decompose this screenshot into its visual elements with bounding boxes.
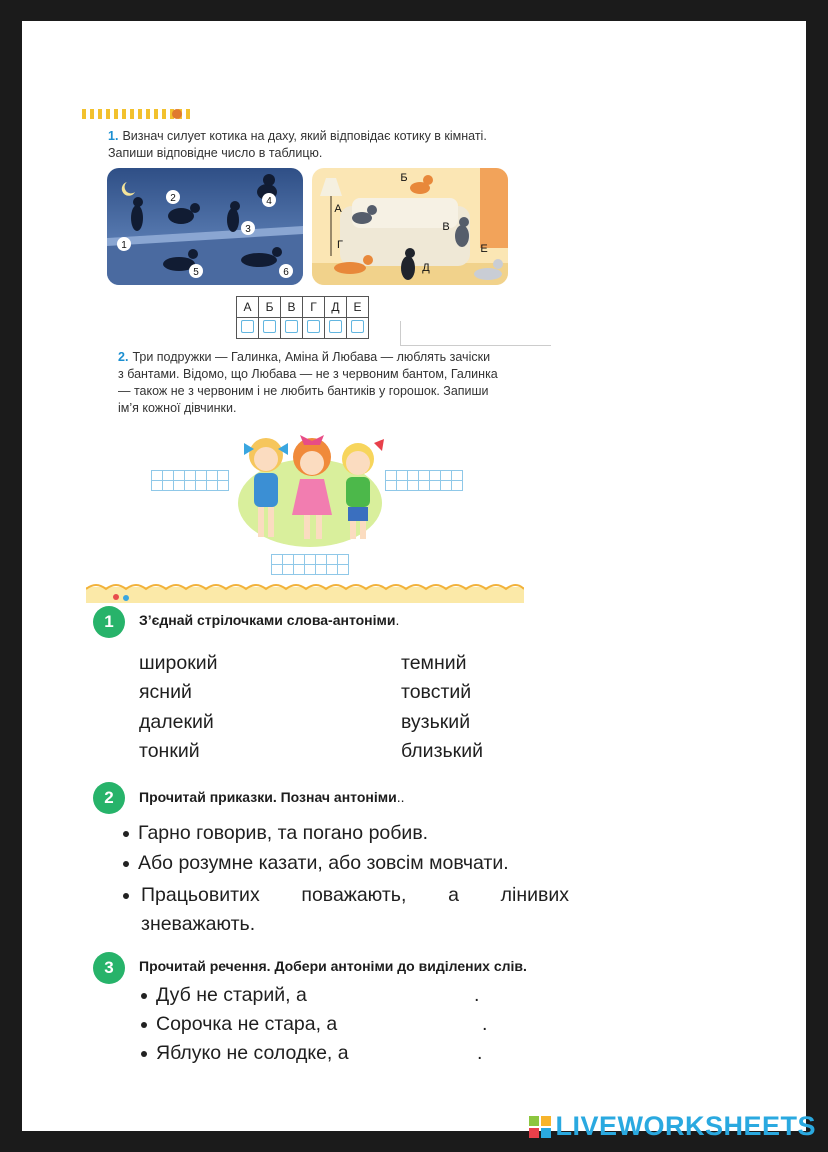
right-word-4[interactable]: близький xyxy=(401,740,483,762)
saying-3 xyxy=(123,881,573,939)
room-cats-illustration xyxy=(312,168,508,285)
book-task-1-text: Визнач силует котика на даху, який відповідає котику в кімнаті. Запиши відповідне число в таблицю. xyxy=(108,129,487,160)
room-letter-d: Д xyxy=(422,262,430,274)
sentence-2-answer-input[interactable] xyxy=(360,1015,480,1037)
right-word-1[interactable]: темний xyxy=(401,652,467,674)
sentence-1-end: . xyxy=(474,984,480,1006)
roof-number-6: 6 xyxy=(283,267,289,278)
exercise-1-title xyxy=(139,612,399,628)
sentence-2-end: . xyxy=(482,1013,488,1035)
exercise-3-title: Прочитай речення. Добери антоніми до виділених слів. xyxy=(139,958,527,974)
left-word-1[interactable]: широкий xyxy=(139,652,218,674)
room-letter-b: Б xyxy=(400,172,408,184)
roof-number-2: 2 xyxy=(170,193,176,204)
room-letter-a: А xyxy=(334,203,342,215)
saying-1-text[interactable]: Гарно говорив, та погано робив. xyxy=(138,822,429,844)
liveworksheets-logo-icon xyxy=(529,1114,551,1136)
answer-cell[interactable] xyxy=(325,318,347,339)
name-grid-left[interactable] xyxy=(151,470,229,491)
name-grid-center[interactable] xyxy=(271,554,349,575)
liveworksheets-logo-text: LIVEWORKSHEETS xyxy=(555,1111,816,1141)
room-letter-e: Е xyxy=(480,243,488,255)
answer-cell[interactable] xyxy=(281,318,303,339)
liveworksheets-logo xyxy=(529,1111,816,1142)
sentence-3-end: . xyxy=(477,1042,483,1064)
table-header-a: А xyxy=(237,297,259,318)
left-word-4[interactable]: тонкий xyxy=(139,740,200,762)
exercise-1-title-end: . xyxy=(395,612,400,628)
exercise-2-badge: 2 xyxy=(93,782,125,814)
table-header-d: Д xyxy=(325,297,347,318)
roof-number-4: 4 xyxy=(266,196,272,207)
right-word-3[interactable]: вузький xyxy=(401,711,471,733)
table-header-h: Г xyxy=(303,297,325,318)
book-task-2-number: 2. xyxy=(118,350,129,364)
sentence-2 xyxy=(141,1013,337,1036)
left-word-3[interactable]: далекий xyxy=(139,711,214,733)
roof-cats-illustration xyxy=(107,168,303,285)
worksheet-page xyxy=(22,21,806,1131)
answer-cell[interactable] xyxy=(237,318,259,339)
book-task-1 xyxy=(108,128,510,162)
room-letter-v: В xyxy=(442,221,450,233)
exercise-2-title xyxy=(139,789,404,805)
sentence-3-answer-input[interactable] xyxy=(372,1044,472,1066)
grass-decoration xyxy=(86,577,524,603)
answer-cell[interactable] xyxy=(259,318,281,339)
roof-number-5: 5 xyxy=(193,267,199,278)
sentence-1 xyxy=(141,984,307,1007)
left-word-2[interactable]: ясний xyxy=(139,681,192,703)
saying-3-text[interactable]: Працьовитих поважають, а лінивих зневажають. xyxy=(141,884,569,935)
table-header-v: В xyxy=(281,297,303,318)
book-task-1-number: 1. xyxy=(108,129,119,143)
answer-cell[interactable] xyxy=(347,318,369,339)
decorative-dot xyxy=(172,109,182,119)
exercise-2-title-text: Прочитай приказки. Познач антоніми xyxy=(139,789,397,805)
saying-2 xyxy=(123,852,509,875)
answer-cell[interactable] xyxy=(303,318,325,339)
sentence-1-text: Дуб не старий, а xyxy=(156,984,307,1006)
roof-number-1: 1 xyxy=(121,240,127,251)
table-header-e: Е xyxy=(347,297,369,318)
exercise-1-title-text: З’єднай стрілочками слова-антоніми xyxy=(139,612,396,628)
sentence-2-text: Сорочка не стара, а xyxy=(156,1013,338,1035)
roof-number-3: 3 xyxy=(245,224,251,235)
blank-answer-field[interactable] xyxy=(400,321,551,346)
room-letter-h: Г xyxy=(337,239,343,251)
table-header-b: Б xyxy=(259,297,281,318)
saying-2-text[interactable]: Або розумне казати, або зовсім мовчати. xyxy=(138,852,509,874)
saying-1 xyxy=(123,822,428,845)
exercise-2-title-end: .. xyxy=(396,789,405,805)
sentence-3-text: Яблуко не солодке, а xyxy=(156,1042,349,1064)
three-girls-illustration xyxy=(230,423,390,551)
answer-table-input-row xyxy=(237,318,369,339)
sentence-3 xyxy=(141,1042,349,1065)
book-task-2-text: Три подружки — Галинка, Аміна й Любава — люблять зачіски з бантами. Відомо, що Любава — не з червоним бантом, Галинка — також не з червоним і не любить бантиків у горошок. Запиши ім’я кожної дівчинки. xyxy=(118,350,498,415)
name-grid-right[interactable] xyxy=(385,470,463,491)
exercise-3-badge: 3 xyxy=(93,952,125,984)
right-word-2[interactable]: товстий xyxy=(401,681,472,703)
answer-table xyxy=(236,296,369,339)
book-task-2 xyxy=(118,349,498,417)
sentence-1-answer-input[interactable] xyxy=(327,986,469,1008)
exercise-1-badge: 1 xyxy=(93,606,125,638)
answer-table-header-row xyxy=(237,297,369,318)
